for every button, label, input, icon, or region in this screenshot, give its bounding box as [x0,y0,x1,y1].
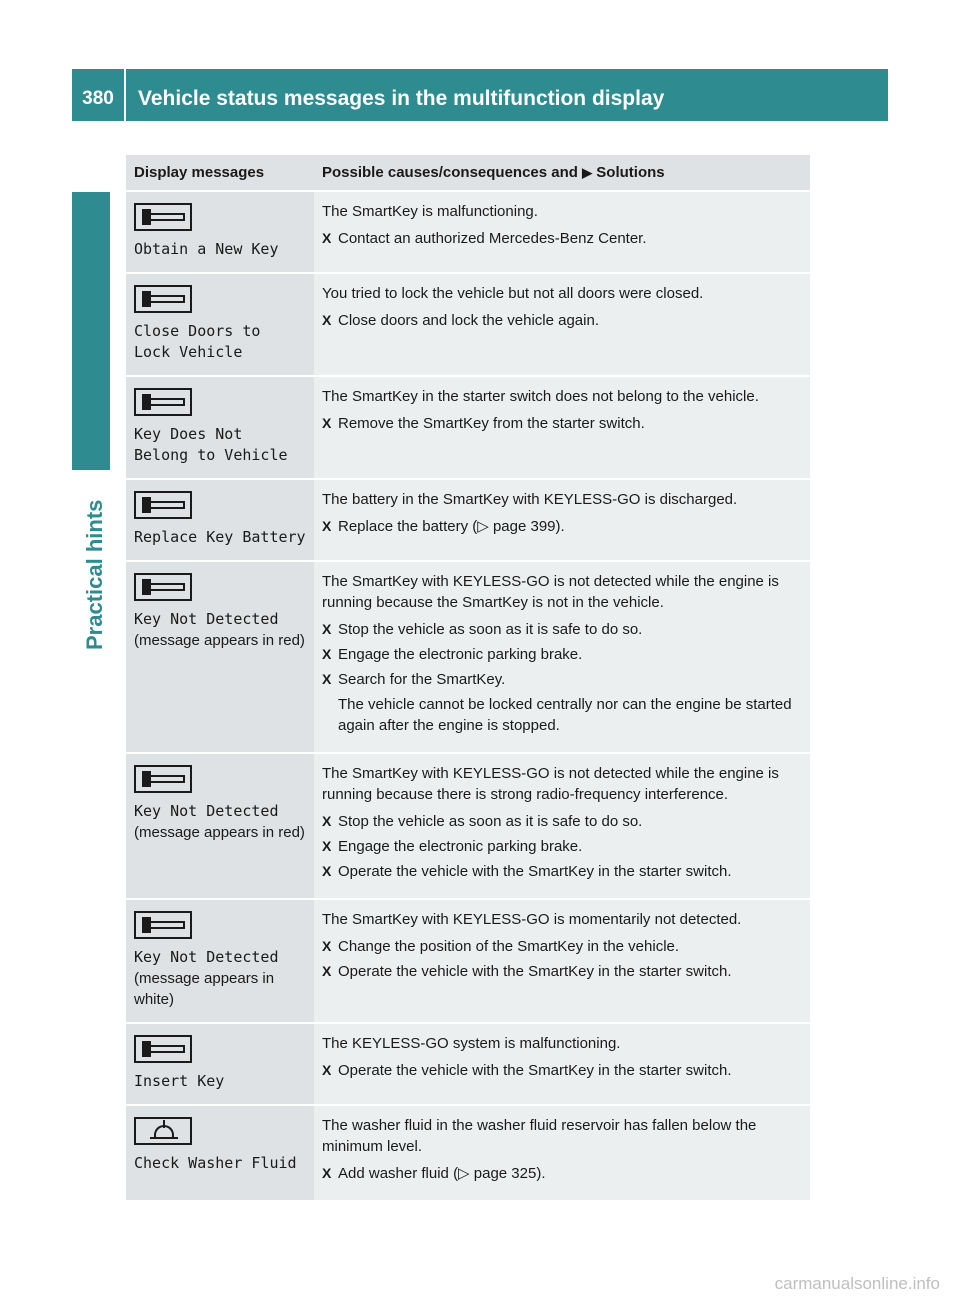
section-tab-label: Practical hints [82,499,107,650]
display-message-text: Replace Key Battery [134,528,306,546]
table-row [126,191,810,273]
step-text: Engage the electronic parking brake. [338,838,583,855]
display-message-text: Key Not Detected [134,610,279,628]
table-row [126,479,810,561]
step-text: Stop the vehicle as soon as it is safe to do so. [338,621,643,638]
key-icon [134,911,192,939]
table-row [126,273,810,376]
step-text: Operate the vehicle with the SmartKey in the starter switch. [338,963,732,980]
solution-step [322,619,802,640]
table-body [126,191,810,1201]
key-icon [134,203,192,231]
cause-text: The SmartKey with KEYLESS-GO is momentarily not detected. [322,911,742,928]
solution-step [322,961,802,982]
cause-text: The SmartKey with KEYLESS-GO is not detected while the engine is running because there is strong radio-frequency interference. [322,765,779,803]
step-text: Operate the vehicle with the SmartKey in the starter switch. [338,863,732,880]
solution-step [322,228,802,249]
step-text: Change the position of the SmartKey in the vehicle. [338,938,680,955]
step-text: Add washer fluid (▷ page 325). [338,1165,546,1182]
step-marker-icon: X [322,415,332,431]
display-message-text: Insert Key [134,1072,225,1090]
cause-text: The SmartKey is malfunctioning. [322,203,538,220]
table-row [126,1023,810,1105]
solution-cell [314,1023,810,1105]
solution-cell [314,479,810,561]
solution-step [322,516,802,537]
step-text: Remove the SmartKey from the starter switch. [338,415,645,432]
display-message-note: (message appears in red) [134,632,305,649]
cause-text: The SmartKey in the starter switch does not belong to the vehicle. [322,388,759,405]
step-marker-icon: X [322,646,332,662]
table-row [126,1105,810,1201]
play-arrow-icon: ▶ [582,165,593,180]
display-message-note: (message appears in white) [134,970,275,1008]
step-marker-icon: X [322,312,332,328]
solution-step [322,1163,802,1184]
key-icon [134,573,192,601]
key-icon [134,1035,192,1063]
step-marker-icon: X [322,1062,332,1078]
display-message-text: Obtain a New Key [134,240,279,258]
step-marker-icon: X [322,621,332,637]
solution-step [322,836,802,857]
page-header [72,69,888,121]
step-text: Search for the SmartKey. [338,671,506,688]
display-message-text: Key Does Not Belong to Vehicle [134,425,288,464]
solution-step [322,669,802,690]
solution-cell [314,1105,810,1201]
cause-text: You tried to lock the vehicle but not all doors were closed. [322,285,704,302]
step-text: Close doors and lock the vehicle again. [338,312,599,329]
table-row [126,376,810,479]
display-message-text: Key Not Detected [134,948,279,966]
solution-step [322,310,802,331]
table-row [126,753,810,899]
solution-cell [314,376,810,479]
step-marker-icon: X [322,838,332,854]
key-icon [134,285,192,313]
column-header-solutions [314,155,810,191]
step-text: Engage the electronic parking brake. [338,646,583,663]
display-message-cell [126,753,314,899]
solution-cell [314,753,810,899]
step-marker-icon: X [322,230,332,246]
step-marker-icon: X [322,938,332,954]
step-marker-icon: X [322,1165,332,1181]
column-header-prefix: Possible causes/consequences and [322,164,578,181]
step-marker-icon: X [322,671,332,687]
washer-fluid-icon [134,1117,192,1145]
cause-text: The KEYLESS-GO system is malfunctioning. [322,1035,621,1052]
display-message-cell [126,1023,314,1105]
display-message-cell [126,376,314,479]
table-row [126,899,810,1023]
column-header-display: Display messages [126,155,314,191]
step-text: Operate the vehicle with the SmartKey in the starter switch. [338,1062,732,1079]
step-text: Contact an authorized Mercedes-Benz Center. [338,230,647,247]
solution-cell [314,191,810,273]
key-icon [134,765,192,793]
table-header-row [126,155,810,191]
display-message-note: (message appears in red) [134,824,305,841]
solution-step [322,811,802,832]
step-text: Replace the battery (▷ page 399). [338,518,565,535]
solution-step [322,413,802,434]
display-message-text: Close Doors to Lock Vehicle [134,322,261,361]
key-icon [134,491,192,519]
step-marker-icon: X [322,518,332,534]
step-marker-icon: X [322,813,332,829]
display-message-cell [126,479,314,561]
step-marker-icon: X [322,863,332,879]
page-title: Vehicle status messages in the multifunction display [138,87,665,110]
page-number: 380 [72,69,126,121]
cause-text: The SmartKey with KEYLESS-GO is not detected while the engine is running because the SmartKey is not in the vehicle. [322,573,779,611]
display-message-text: Check Washer Fluid [134,1154,297,1172]
display-message-cell [126,273,314,376]
table-row [126,561,810,753]
solution-step [322,1060,802,1081]
solution-step [322,644,802,665]
solution-cell [314,899,810,1023]
solution-step [322,861,802,882]
display-message-text: Key Not Detected [134,802,279,820]
display-message-cell [126,191,314,273]
cause-text: The battery in the SmartKey with KEYLESS-GO is discharged. [322,491,738,508]
display-message-cell [126,561,314,753]
watermark: carmanualsonline.info [774,1274,940,1293]
solution-cell [314,561,810,753]
display-message-cell [126,899,314,1023]
solution-cell [314,273,810,376]
cause-text: The washer fluid in the washer fluid reservoir has fallen below the minimum level. [322,1117,757,1155]
solution-step [322,936,802,957]
column-header-suffix: Solutions [596,164,665,181]
step-text: Stop the vehicle as soon as it is safe to do so. [338,813,643,830]
section-tab-bar [72,192,110,470]
display-message-cell [126,1105,314,1201]
step-continuation-text: The vehicle cannot be locked centrally nor can the engine be started again after the engine is stopped. [338,696,792,734]
status-messages-table [126,155,810,1202]
step-marker-icon: X [322,963,332,979]
key-icon [134,388,192,416]
